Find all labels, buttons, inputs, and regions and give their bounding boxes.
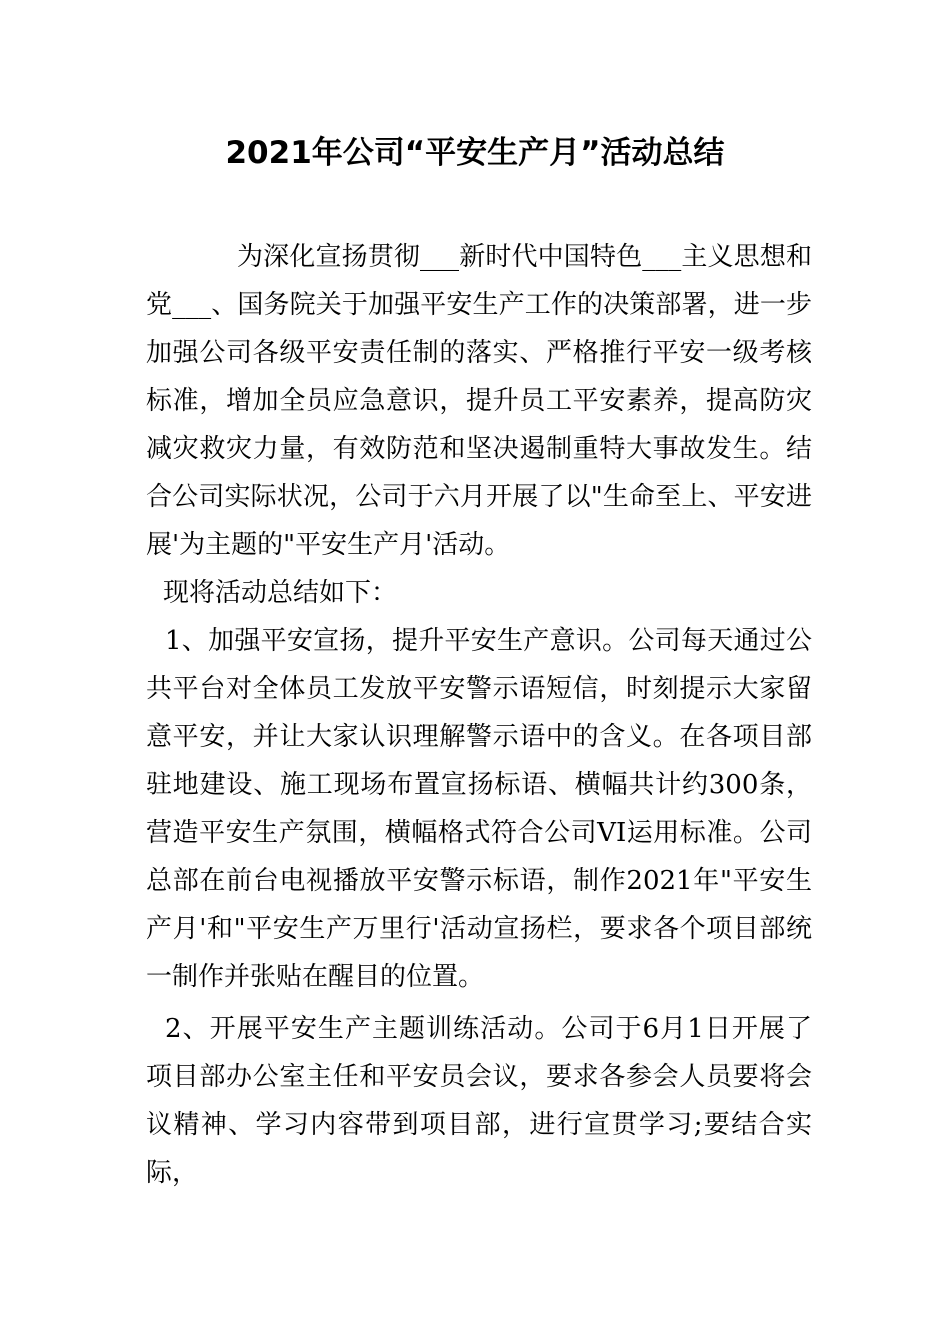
item-2-paragraph: 2、开展平安生产主题训练活动。公司于6月1日开展了项目部办公室主任和平安员会议，要求各参会人员要将会议精神、学习内容带到项目部，进行宣贯学习;要结合实际，	[146, 1014, 812, 1188]
item-1-paragraph: 1、加强平安宣扬，提升平安生产意识。公司每天通过公共平台对全体员工发放平安警示语短信，时刻提示大家留意平安，并让大家认识理解警示语中的含义。在各项目部驻地建设、施工现场布置宣扬标语、横幅共计约300条，营造平安生产氛围，横幅格式符合公司VI运用标准。公司总部在前台电视播放平安警示标语，制作2021年"平安生产月'和"平安生产万里行'活动宣扬栏，要求各个项目部统一制作并张贴在醒目的位置。	[146, 626, 812, 992]
document-body	[146, 233, 812, 1197]
intro-paragraph: 为深化宣扬贯彻___新时代中国特色___主义思想和党___、国务院关于加强平安生产工作的决策部署，进一步加强公司各级平安责任制的落实、严格推行平安一级考核标准，增加全员应急意识，提升员工平安素养，提高防灾减灾救灾力量，有效防范和坚决遏制重特大事故发生。结合公司实际状况，公司于六月开展了以"生命至上、平安进展'为主题的"平安生产月'活动。	[146, 242, 812, 560]
document-title: 2021年公司“平安生产月”活动总结	[225, 135, 725, 171]
summary-lead-paragraph: 现将活动总结如下：	[163, 578, 398, 608]
